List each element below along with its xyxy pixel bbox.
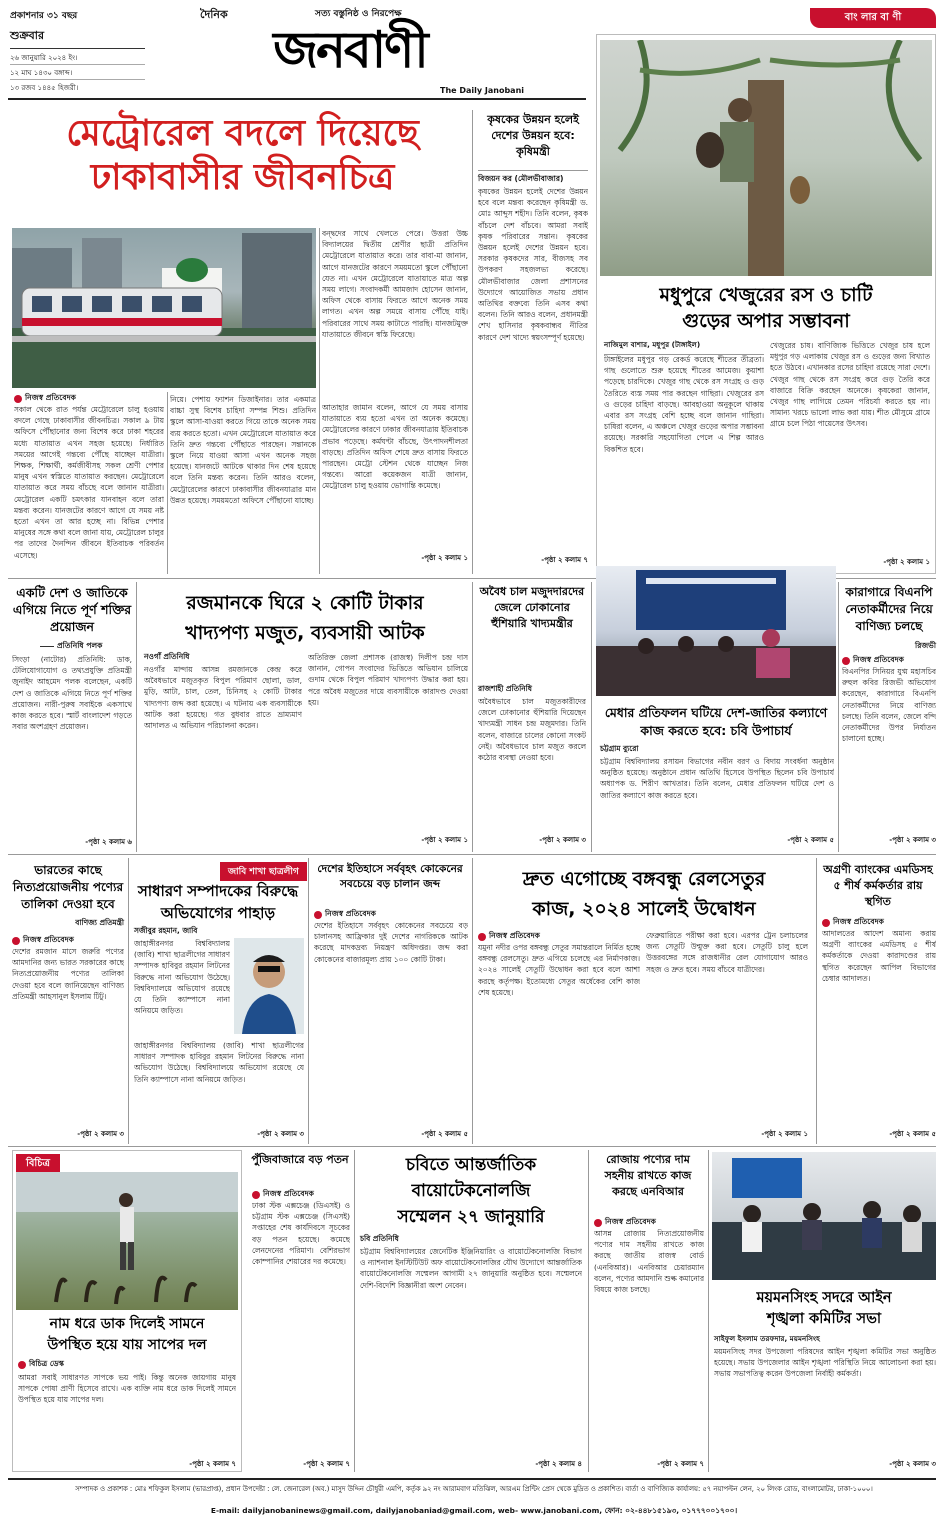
bharat-byline: বাণিজ্য প্রতিমন্ত্রী xyxy=(75,918,124,927)
mymensingh-continued: -পৃষ্ঠা ২ কলাম ৩ xyxy=(889,1460,936,1468)
bharat-body: দেশের রমজান মাসে জরুরি পণ্যের আমদানির জন্য ভারত সরকারের কাছে নিত্যপ্রয়োজনীয় পণ্যের তালিকা দেওয়া হবে বলে জানিয়েছেন বাণিজ্য প্রতিমন্ত্রী আহসানুল ইসলাম টিটু। xyxy=(12,947,124,1001)
rail-continued: -পৃষ্ঠা ২ কলাম ১ xyxy=(761,1130,808,1138)
mymensingh-photo xyxy=(712,1152,936,1280)
medha-photo xyxy=(596,566,836,696)
krishi-continued: -পৃষ্ঠা ২ কলাম ৭ xyxy=(541,556,588,564)
bichitra-headline-line2: উপস্থিত হয়ে যায় সাপের দল xyxy=(47,1337,207,1353)
jabi-continued: -পৃষ্ঠা ২ কলাম ৩ xyxy=(257,1130,304,1138)
bichitra-continued: -পৃষ্ঠা ২ কলাম ৭ xyxy=(189,1460,236,1468)
rail-byline-text: নিজস্ব প্রতিবেদক xyxy=(489,931,540,940)
bichitra-byline-text: বিচিত্র ডেস্ক xyxy=(29,1359,65,1368)
date-palm-tree-image xyxy=(600,40,932,276)
khejur-photo xyxy=(600,40,932,276)
rule-icon xyxy=(40,646,54,647)
rail-headline-line2: কাজ, ২০২৪ সালেই উদ্বোধন xyxy=(532,898,756,920)
daily-label: দৈনিক xyxy=(200,8,228,21)
bichitra-byline xyxy=(18,1358,64,1371)
share-body: ঢাকা স্টক এক্সচেঞ্জ (ডিএসই) ও চট্টগ্রাম স্টক এক্সচেঞ্জ (সিএসই) সপ্তাহের শেষ কার্যদিবসে সূচকের বড় পতন হয়েছে। কমেছে লেনদেনের পরিমাণ। বেশিরভাগ কোম্পানির শেয়ারের দর কমেছে। xyxy=(252,1201,350,1267)
shakti-continued: -পৃষ্ঠা ২ কলাম ৬ xyxy=(85,838,132,846)
divider xyxy=(128,858,129,1144)
date-english: ২৬ জানুয়ারি ২০২৪ ইং। xyxy=(10,52,145,65)
karagar-byline: রিজভী xyxy=(915,641,936,650)
mymensingh-body: ময়মনসিংহ সদর উপজেলা পরিষদের আইন শৃঙ্খলা কমিটির সভা অনুষ্ঠিত হয়েছে। সভায় উপজেলার আইন শৃঙ্খলা পরিস্থিতি নিয়ে আলোচনা করা হয়। সভায় সভাপতিত্ব করেন উপজেলা নির্বাহী কর্মকর্তা। xyxy=(714,1347,936,1379)
jabi-photo xyxy=(234,938,304,1034)
lead-byline-text: নিজস্ব প্রতিবেদক xyxy=(25,393,76,402)
shakti-body: সিংড়া (নাটোর) প্রতিনিধি: ডাক, টেলিযোগাযোগ ও তথ্যপ্রযুক্তি প্রতিমন্ত্রী জুনাইদ আহমেদ পলক বলেছেন, একটি দেশ ও জাতিকে এগিয়ে নিতে পূর্ণ শক্তির প্রয়োজন। নারী-পুরুষ সবাইকে একসাথে কাজ করতে হবে। স্মার্ট বাংলাদেশ গড়তে সবার অংশগ্রহণ প্রয়োজন। xyxy=(12,655,132,732)
medha-continued: -পৃষ্ঠা ২ কলাম ৫ xyxy=(787,836,834,844)
divider xyxy=(838,582,839,852)
chal-body: অবৈধভাবে চাল মজুতকারীদের জেলে ঢোকানোর হুঁশিয়ারি দিয়েছেন খাদ্যমন্ত্রী সাধন চন্দ্র মজুমদার। তিনি বলেন, বাজারে চালের কোনো সংকট নেই। অবৈধভাবে চাল মজুত করলে কঠোর ব্যবস্থা নেওয়া হবে। xyxy=(478,697,586,763)
footer-rule xyxy=(8,1478,936,1480)
bullet-icon xyxy=(14,395,22,403)
logo xyxy=(200,19,500,86)
jabi-headline-line2: অভিযোগের পাহাড় xyxy=(160,904,276,922)
mymensingh-headline-line2: শৃঙ্খলা কমিটির সভা xyxy=(766,1311,882,1327)
rajman-continued: -পৃষ্ঠা ২ কলাম ১ xyxy=(421,836,468,844)
divider xyxy=(167,392,168,574)
masthead-rule xyxy=(8,98,586,100)
bharat-continued: -পৃষ্ঠা ২ কলাম ৩ xyxy=(77,1130,124,1138)
divider xyxy=(472,858,473,1144)
bio-headline-line3: সম্মেলন ২৭ জানুয়ারি xyxy=(397,1207,545,1227)
rajman-byline: নওগাঁ প্রতিনিধি xyxy=(144,652,190,661)
bullet-icon xyxy=(18,1361,26,1369)
share-continued: -পৃষ্ঠা ২ কলাম ৭ xyxy=(303,1460,350,1468)
shakti-byline xyxy=(40,640,102,653)
lead-headline-line2: ঢাকাবাসীর জীবনচিত্র xyxy=(90,157,395,198)
bullet-icon xyxy=(314,911,322,919)
bio-headline-line2: বায়োটেকনোলজি xyxy=(411,1181,531,1201)
bio-headline-line1: চবিতে আন্তর্জাতিক xyxy=(405,1155,537,1175)
shakti-headline: একটি দেশ ও জাতিকে এগিয়ে নিতে পূর্ণ শক্তির প্রয়োজন xyxy=(12,585,132,634)
bichitra-headline-line1: নাম ধরে ডাক দিলেই সামনে xyxy=(49,1316,205,1332)
jabi-body: জাহাঙ্গীরনগর বিশ্ববিদ্যালয় (জাবি) শাখা ছাত্রলীগের সাধারণ সম্পাদক হাবিবুর রহমান লিটনের বিরুদ্ধে নানা অভিযোগ উঠেছে। বিশ্ববিদ্যালয়ে অভিযোগ রয়েছে যে তিনি ক্যাম্পাসে নানা অনিয়মে জড়িত। xyxy=(134,939,230,1016)
bichitra-body: আমরা সবাই সাধারণত সাপকে ভয় পাই। কিন্তু অনেক জায়গায় মানুষ সাপকে পোষা প্রাণী হিসেবে রাখে। এক ব্যক্তি নাম ধরে ডাক দিলেই সামনে উপস্থিত হয়ে যায় সাপের দল। xyxy=(18,1373,236,1405)
roja-byline-text: নিজস্ব প্রতিবেদক xyxy=(605,1217,656,1226)
mymensingh-headline xyxy=(712,1288,936,1330)
lead-col1: সকাল থেকে রাত পর্যন্ত মেট্রোরেলে চালু হওয়ায় বদলে গেছে ঢাকাবাসীর জীবনচিত্র। সকাল ৯ টায় অফিসে পৌঁছানোর জন্য বিশেষ করে ঢাকা শহরের মধ্যে যাতায়াত এখন সহজ হয়েছে। নির্ধারিত সময়ের আগেই গন্তব্যে পৌঁছে যাচ্ছেন যাত্রীরা। শিক্ষক, শিক্ষার্থী, কর্মজীবীসহ সকল শ্রেণী পেশার মানুষ এখন স্বস্তিতে যাতায়াত করছেন। মেট্রোরেলে যাতায়াত করে সময় বাঁচছে বলে জানান যাত্রীরা। মেট্রোরেল একটি চমৎকার যানবাহন বলে তারা মন্তব্য করেন। যানজটের কারণে আগে যে সময় নষ্ট হতো এখন তা আর হচ্ছে না। বিভিন্ন পেশার মানুষের সঙ্গে কথা বলে জানা যায়, মেট্রোরেল চালুর পর তাদের দৈনন্দিন জীবনে ইতিবাচক পরিবর্তন এসেছে। xyxy=(14,405,164,560)
divider xyxy=(591,582,592,852)
share-headline: পুঁজিবাজারে বড় পতন xyxy=(251,1153,349,1166)
roja-headline: রোজায় পণ্যের দাম সহনীয় রাখতে কাজ করছে এনবিআর xyxy=(604,1153,692,1198)
chal-headline: অবৈধ চাল মজুদদারদের জেলে ঢোকানোর হুঁশিয়ারি খাদ্যমন্ত্রীর xyxy=(479,585,585,630)
footer-imprint: সম্পাদক ও প্রকাশক : মোঃ শফিকুল ইসলাম (ভারপ্রাপ্ত), প্রধান উপদেষ্টা : লে. জেনারেল (অব.) মাসুদ উদ্দিন চৌধুরী এমপি, কর্তৃক ৯২ নং আরামবাগ মতিঝিল, আরএম প্রিন্টিং প্রেস থেকে মুদ্রিত ও প্রকাশিত। বার্তা ও বাণিজ্যিক কার্যালয়: ৫৭ নয়াপল্টন লেন, ২০ লিংক রোড, বাংলামোটর, ঢাকা-১০০০। xyxy=(75,1485,873,1493)
krishi-headline: কৃষকের উন্নয়ন হলেই দেশের উন্নয়ন হবে: কৃষিমন্ত্রী xyxy=(487,113,579,158)
cocaine-headline: দেশের ইতিহাসে সর্ববৃহৎ কোকেনের সবচেয়ে বড় চালান জব্দ xyxy=(317,863,463,890)
jabi-headline xyxy=(132,880,304,924)
jabi-headline-line1: সাধারণ সম্পাদকের বিরুদ্ধে xyxy=(137,882,299,900)
date-hijri: ১৩ রজব ১৪৪৫ হিজরী। xyxy=(10,84,79,92)
krishi-body: কৃষকের উন্নয়ন হলেই দেশের উন্নয়ন হবে বলে মন্তব্য করেছেন কৃষিমন্ত্রী ড. মোঃ আব্দুস শহীদ। তিনি বলেন, কৃষক বাঁচলে দেশ বাঁচবে। আমরা সবাই কৃষক পরিবারের সন্তান। কৃষকের উন্নয়ন হলেই দেশের উন্নয়ন হবে। সরকার কৃষকদের সার, বীজসহ সব উপকরণ সহজলভ্য করেছে। মৌলভীবাজার জেলা প্রশাসনের উদ্যোগে আয়োজিত সভায় প্রধান অতিথির বক্তব্যে তিনি এসব কথা বলেন। তিনি আরও বলেন, প্রধানমন্ত্রী শেখ হাসিনার কৃষকবান্ধব নীতির কারণে দেশ খাদ্যে স্বয়ংসম্পূর্ণ হয়েছে। xyxy=(478,187,588,342)
divider xyxy=(354,1150,355,1472)
karagar-body: বিএনপির সিনিয়র যুগ্ম মহাসচিব রুহুল কবির রিজভী অভিযোগ করেছেন, কারাগারে বিএনপি নেতাকর্মীদের নিয়ে বাণিজ্য চলছে। তিনি বলেন, জেলে বন্দি নেতাকর্মীদের উপর নির্যাতন চালানো হচ্ছে। xyxy=(842,667,936,744)
bio-headline xyxy=(358,1152,584,1230)
bio-body: চট্টগ্রাম বিশ্ববিদ্যালয়ের জেনেটিক ইঞ্জিনিয়ারিং ও বায়োটেকনোলজি বিভাগ ও ন্যাশনাল ইনস্টিটিউট অফ বায়োটেকনোলজির যৌথ উদ্যোগে আন্তর্জাতিক বায়োটেকনোলজি সম্মেলন আগামী ২৭ জানুয়ারি অনুষ্ঠিত হবে। সম্মেলনে দেশি-বিদেশি বিজ্ঞানীরা অংশ নেবেন। xyxy=(360,1247,582,1290)
karagar-continued: -পৃষ্ঠা ২ কলাম ৩ xyxy=(889,836,936,844)
rajman-headline-line2: খাদ্যপণ্য মজুত, ব্যবসায়ী আটক xyxy=(185,622,425,644)
bullet-icon xyxy=(252,1191,260,1199)
lead-col4: আতাহার জামান বলেন, আগে যে সময় বাসায় যাতায়াতে ব্যয় হতো এখন তা অনেক কমেছে। মেট্রোরেলের কারণে ঢাকার জীবনযাত্রায় ইতিবাচক প্রভাব পড়েছে। কর্মঘণ্টা বাঁচছে, উৎপাদনশীলতা বাড়ছে। প্রতিদিন অফিস শেষে দ্রুত বাসায় ফিরতে পারছেন। মেট্রো স্টেশন থেকে যাচ্ছেন নিজ গন্তব্যে। আরো কয়েকজন যাত্রী জানান, মেট্রোরেল চালু হওয়ায় ভোগান্তি কমেছে। xyxy=(322,403,468,491)
bullet-icon xyxy=(12,937,20,945)
mymensingh-headline-line1: ময়মনসিংহ সদরে আইন xyxy=(756,1290,892,1306)
lead-continued: -পৃষ্ঠা ২ কলাম ১ xyxy=(421,554,468,562)
share-byline-text: নিজস্ব প্রতিবেদক xyxy=(263,1189,314,1198)
bharat-byline2-text: নিজস্ব প্রতিবেদক xyxy=(23,935,74,944)
krishi-byline: বিজয়ন কর (মৌলভীবাজার) xyxy=(478,170,588,186)
rajman-headline-line1: রজমানকে ঘিরে ২ কোটি টাকার xyxy=(186,592,424,614)
khejur-headline xyxy=(600,282,932,334)
bio-continued: -পৃষ্ঠা ২ কলাম ৪ xyxy=(535,1460,582,1468)
medha-body: চট্টগ্রাম বিশ্ববিদ্যালয় রসায়ন বিভাগের নবীন বরণ ও বিদায় সংবর্ধনা অনুষ্ঠান অনুষ্ঠিত হয়েছে। অনুষ্ঠানে প্রধান অতিথি হিসেবে উপস্থিত ছিলেন চবি উপাচার্য অধ্যাপক ড. শিরীণ আখতার। তিনি বলেন, মেধার প্রতিফলন ঘটিয়ে দেশ ও জাতির কল্যাণে কাজ করতে হবে। xyxy=(600,757,834,800)
medha-headline: মেধার প্রতিফলন ঘটিয়ে দেশ-জাতির কল্যাণে কাজ করতে হবে: চবি উপাচার্য xyxy=(604,705,828,738)
rail-headline-line1: দ্রুত এগোচ্ছে বঙ্গবন্ধু রেলসেতুর xyxy=(522,868,766,890)
bharat-headline: ভারতের কাছে নিত্যপ্রয়োজনীয় পণ্যের তালিকা দেওয়া হবে xyxy=(12,863,124,911)
divider xyxy=(319,228,320,574)
chal-continued: -পৃষ্ঠা ২ কলাম ৩ xyxy=(539,836,586,844)
roja-body: আসন্ন রোজায় নিত্যপ্রয়োজনীয় পণ্যের দাম সহনীয় রাখতে কাজ করছে জাতীয় রাজস্ব বোর্ড (এনবিআর)। এনবিআর চেয়ারম্যান বলেন, পণ্যের আমদানি শুল্ক কমানোর বিষয়ে কাজ চলছে। xyxy=(594,1229,704,1295)
bullet-icon xyxy=(822,919,830,927)
divider xyxy=(8,1146,936,1147)
metro-photo xyxy=(12,228,316,388)
seminar-stage-image xyxy=(596,566,836,696)
rajman-col1: নওগাঁর মান্দায় আসন্ন রমজানকে কেন্দ্র করে অবৈধভাবে মজুতকৃত বিপুল পরিমাণ ছোলা, ডাল, মুড়ি, আটা, চাল, তেল, চিনিসহ ২ কোটি টাকার খাদ্যপণ্য জব্দ করা হয়েছে। এ ঘটনায় এক ব্যবসায়ীকে আটক করা হয়েছে। গত বুধবার রাতে ভ্রাম্যমাণ আদালত এ অভিযান পরিচালনা করেন। xyxy=(144,665,302,731)
khejur-continued: -পৃষ্ঠা ২ কলাম ১ xyxy=(883,558,930,566)
divider xyxy=(308,858,309,1144)
meeting-room-image xyxy=(712,1152,936,1280)
divider xyxy=(472,110,473,574)
divider xyxy=(8,854,936,855)
snakes-field-image xyxy=(16,1172,238,1310)
divider xyxy=(472,582,473,852)
jabi-kicker: জাবি শাখা ছাত্রলীগ xyxy=(220,862,307,881)
agrani-headline: অগ্রণী ব্যাংকের এমডিসহ ৫ শীর্ষ কর্মকর্তার রায় স্থগিত xyxy=(823,863,933,908)
logo-text: জনবাণী xyxy=(273,19,427,79)
section-badge: বাং লার বা ণী xyxy=(810,8,936,28)
rajman-col2: অতিরিক্ত জেলা প্রশাসক (রাজস্ব) দিলীপ চন্দ্র দাস জানান, গোপন সংবাদের ভিত্তিতে অভিযান চালিয়ে গুদাম থেকে বিপুল পরিমাণ খাদ্যপণ্য উদ্ধার করা হয়। পরে অবৈধ মজুতের দায়ে ব্যবসায়ীকে কারাদণ্ড দেওয়া হয়। xyxy=(308,653,468,707)
khejur-col1: টাঙ্গাইলের মধুপুর গড় রেকর্ড করেছে শীতের তীব্রতা। গাছ গুলোতে শুরু হয়েছে শীতের আমেজ। কুয়াশা পড়েছে চারদিকে। খেজুর গাছ থেকে রস সংগ্রহ ও গুড় তৈরিতে ব্যস্ত সময় পার করছেন গাছিরা। খেজুরের রস ও গুড়ের চাহিদা বাড়ছে। আবহাওয়া অনুকূলে থাকায় এবার রস সংগ্রহ বেশি হচ্ছে বলে জানান গাছিরা। চাষিরা বলেন, এ অঞ্চলে খেজুর গুড়ের অপার সম্ভাবনা রয়েছে। সরকারি সহযোগিতা পেলে এ শিল্প আরও বিকশিত হবে। xyxy=(604,355,764,454)
cocaine-byline-text: নিজস্ব প্রতিবেদক xyxy=(325,909,376,918)
khejur-col2: খেজুরের চাষ। বাণিজ্যিক ভিত্তিতে খেজুর চাষ হলে মধুপুর গড় এলাকায় খেজুর রস ও গুড়ের জন্য বিখ্যাত হতে উঠবে। এখানকার রসের চাহিদা রয়েছে সারা দেশে। খেজুর গাছ থেকে রস সংগ্রহ করে গুড় তৈরি করে বাজারে বিক্রি করছেন অনেকে। কৃষকেরা জানান, খেজুর গাছ লাগিয়ে তেমন পরিচর্যা করতে হয় না। সামান্য খরচে ভালো লাভ করা যায়। শীত মৌসুমে গ্রামে গ্রামে চলে পিঠা পায়েসের উৎসব। xyxy=(770,341,930,429)
logo-english: The Daily Janobani xyxy=(440,86,525,95)
bichitra-photo xyxy=(16,1172,238,1310)
agrani-byline-text: নিজস্ব প্রতিবেদক xyxy=(833,917,884,926)
tagline: সত্য বস্তুনিষ্ঠ ও নিরপেক্ষ xyxy=(315,9,402,19)
lead-col3: বন্দ্বদের সাথে খেলতে পেরে। উত্তরা উচ্চ বিদ্যালয়ের দ্বিতীয় শ্রেণীর ছাত্রী প্রতিদিন মেট্রোরেলে যাতায়াত করে। তার বাবা-মা জানান, আগে যানজটের কারণে সময়মতো স্কুলে পৌঁছানো যেত না। এখন মেট্রোরেলে যাতায়াতে মাত্র অল্প সময় লাগে। সংবাদকর্মী আমজাদ হোসেন জানান, অফিস থেকে বাসায় ফিরতে আগে অনেক সময় লাগত। এখন অল্প সময়ে বাসায় পৌঁছে যাই। পরিবারের সাথে সময় কাটাতে পারছি। যানজটমুক্ত যাতায়াতে জীবনে স্বস্তি ফিরেছে। xyxy=(322,229,468,339)
person-portrait-image xyxy=(234,938,304,1034)
masthead-info xyxy=(10,8,145,94)
divider xyxy=(708,1150,709,1472)
khejur-byline: নাজিমুল বাশার, মধুপুর (টাঙ্গাইল) xyxy=(604,340,764,355)
bio-byline: চবি প্রতিনিধি xyxy=(360,1234,399,1243)
divider xyxy=(588,1150,589,1472)
mymensingh-byline: সাইফুল ইসলাম তরফদার, ময়মনসিংহ xyxy=(714,1334,820,1343)
roja-continued: -পৃষ্ঠা ২ কলাম ৭ xyxy=(657,1460,704,1468)
lead-headline-line1: মেট্রোরেল বদলে দিয়েছে xyxy=(66,113,419,154)
rail-col2: ফেব্রুয়ারিতে পরীক্ষা করা হবে। এরপর ট্রেন চলাচলের জন্য সেতুটি উন্মুক্ত করা হবে। সেতুটি চালু হলে উত্তরবঙ্গের সঙ্গে রাজধানীর রেল যোগাযোগ আরও সহজ ও দ্রুত হবে। সময় বাঁচবে যাত্রীদের। xyxy=(646,931,808,974)
bullet-icon xyxy=(594,1219,602,1227)
chal-byline: রাজশাহী প্রতিনিধি xyxy=(478,684,532,693)
divider xyxy=(816,858,817,1144)
jabi-byline: সজীবুর রহমান, জাবি xyxy=(134,926,198,935)
date-bangla: ১২ মাঘ ১৪৩০ বঙ্গাব্দ। xyxy=(10,67,145,80)
medha-byline: চট্টগ্রাম ব্যুরো xyxy=(600,744,639,753)
divider xyxy=(136,582,137,852)
jabi-body-cont: জাহাঙ্গীরনগর বিশ্ববিদ্যালয় (জাবি) শাখা ছাত্রলীগের সাধারণ সম্পাদক হাবিবুর রহমান লিটনের বিরুদ্ধে নানা অভিযোগ উঠেছে। বিশ্ববিদ্যালয়ে অভিযোগ রয়েছে যে তিনি ক্যাম্পাসে নানা অনিয়মে জড়িত। xyxy=(134,1041,304,1084)
bichitra-label: বিচিত্র xyxy=(16,1154,60,1175)
day-label: শুক্রবার xyxy=(10,27,145,49)
cocaine-body: দেশের ইতিহাসে সর্ববৃহৎ কোকেনের সবচেয়ে বড় চালানসহ আফ্রিকার দুই দেশের নাগরিককে আটক করেছে মাদকদ্রব্য নিয়ন্ত্রণ অধিদপ্তর। জব্দ করা কোকেনের বাজারমূল্য প্রায় ১০০ কোটি টাকা। xyxy=(314,921,468,964)
rail-col1: যমুনা নদীর ওপর বঙ্গবন্ধু সেতুর সমান্তরালে নির্মিত হচ্ছে বঙ্গবন্ধু রেলসেতু। দ্রুত এগিয়ে চলেছে এর নির্মাণকাজ। ২০২৪ সালেই সেতুটি উদ্বোধন করা হবে বলে আশা করছে কর্তৃপক্ষ। ইতোমধ্যে সেতুর অর্ধেকের বেশি কাজ শেষ হয়েছে। xyxy=(478,943,640,997)
shakti-byline-text: প্রতিনিধি পলক xyxy=(57,641,103,650)
lead-col2: নিয়ে। পেশায় ফ্যাশন ডিজাইনার। তার একমাত্র বাচ্চা সুস্থ বিশেষ চাহিদা সম্পন্ন শিশু। প্রতিদিন স্কুলে আসা-যাওয়া করতে গিয়ে তাকে অনেক সময় ব্যয় করতে হতো। এখন মেট্রোরেলে যাতায়াত করে তিনি দ্রুত গন্তব্যে পৌঁছাতে পারছেন। সন্তানকে স্কুলে নিয়ে যাওয়া আসা এখন অনেক সহজ হয়েছে। যানজটে আটকে থাকার দিন শেষ হয়েছে বলে তিনি মন্তব্য করেন। তিনি আরও বলেন, মেট্রোরেলের কারণে ঢাকাবাসীর জীবনযাত্রার মান উন্নত হয়েছে। সময়মতো অফিসে পৌঁছানো যাচ্ছে। xyxy=(170,395,316,505)
lead-headline xyxy=(20,112,465,200)
bichitra-headline xyxy=(16,1314,238,1356)
metro-train-image xyxy=(12,228,316,388)
rail-headline xyxy=(476,864,812,924)
bullet-icon xyxy=(478,933,486,941)
cocaine-continued: -পৃষ্ঠা ২ কলাম ৫ xyxy=(421,1130,468,1138)
agrani-continued: -পৃষ্ঠা ২ কলাম ৫ xyxy=(889,1130,936,1138)
karagar-headline: কারাগারে বিএনপি নেতাকর্মীদের নিয়ে বাণিজ্য চলছে xyxy=(845,585,933,633)
rajman-headline xyxy=(140,588,470,648)
agrani-body: আদালতের আদেশ অমান্য করায় অগ্রণী ব্যাংকের এমডিসহ ৫ শীর্ষ কর্মকর্তাকে দেওয়া কারাদণ্ডের রায় স্থগিত করেছেন আপিল বিভাগের চেম্বার আদালত। xyxy=(822,929,936,983)
edition-label: প্রকাশনার ৩১ বছর xyxy=(10,11,78,21)
footer-contact: E-mail: dailyjanobaninews@gmail.com, dailyjanobaniad@gmail.com, web- www.janobani.com, ফোন: ০২-৪৪৮১৫১৯৩, ০১৭৭৭০০১৭০০। xyxy=(210,1506,738,1515)
karagar-byline2-text: নিজস্ব প্রতিবেদক xyxy=(853,655,904,664)
khejur-headline-line2: গুড়ের অপার সম্ভাবনা xyxy=(682,310,850,332)
khejur-headline-line1: মধুপুরে খেজুরের রস ও চাটি xyxy=(659,284,873,306)
bullet-icon xyxy=(842,657,850,665)
